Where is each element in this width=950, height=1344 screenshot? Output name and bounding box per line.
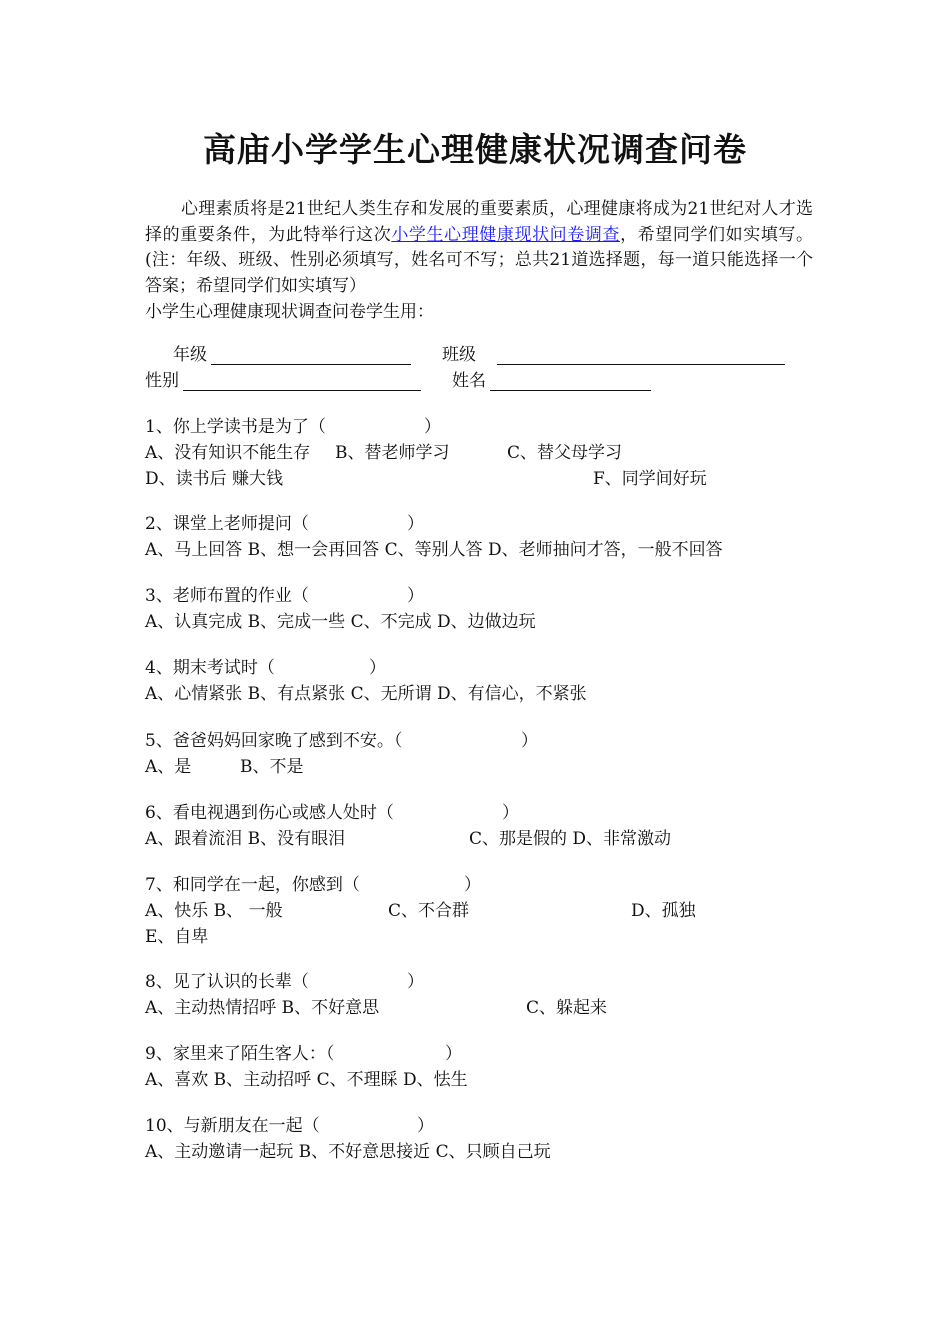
- options-text[interactable]: A、主动邀请一起玩 B、不好意思接近 C、只顾自己玩: [145, 1142, 551, 1162]
- question-4: [145, 655, 825, 707]
- options-line: [145, 826, 825, 852]
- options-ab[interactable]: A、主动热情招呼 B、不好意思: [145, 998, 380, 1018]
- survey-subtitle: 小学生心理健康现状调查问卷学生用：: [145, 302, 434, 322]
- option-f[interactable]: F、同学间好玩: [593, 469, 707, 489]
- options-line: [145, 466, 825, 492]
- options-line: [145, 537, 825, 563]
- question-stem: [145, 969, 825, 995]
- question-5: [145, 728, 825, 780]
- field-row-gender-name: [0, 369, 950, 393]
- question-3: [145, 583, 825, 635]
- name-blank[interactable]: [490, 390, 651, 391]
- options-line: [145, 609, 825, 635]
- intro-text-before-link: 心理素质将是21世纪人类生存和发展的重要素质，心理健康将成为21世纪对人才选择的重要条件，为此特举行这次: [145, 199, 813, 245]
- question-text: 9、家里来了陌生客人：（: [145, 1044, 335, 1064]
- option-b[interactable]: B、不是: [240, 757, 304, 777]
- class-blank[interactable]: [497, 364, 785, 365]
- question-stem: [145, 728, 825, 754]
- option-d[interactable]: D、孤独: [631, 901, 696, 921]
- answer-paren-close: ）: [424, 417, 441, 437]
- option-a[interactable]: A、是: [145, 757, 192, 777]
- options-line: [145, 898, 825, 924]
- question-stem: [145, 800, 825, 826]
- options-line: [145, 1139, 825, 1165]
- question-6: [145, 800, 825, 852]
- name-label: 姓名: [452, 371, 486, 391]
- question-7: [145, 872, 825, 950]
- question-text: 10、与新朋友在一起（: [145, 1116, 320, 1136]
- options-text[interactable]: A、认真完成 B、完成一些 C、不完成 D、边做边玩: [145, 612, 536, 632]
- class-label: 班级: [442, 345, 476, 365]
- options-line: [145, 754, 825, 780]
- question-text: 4、期末考试时（: [145, 658, 275, 678]
- answer-paren-close: ）: [464, 875, 481, 895]
- options-cd[interactable]: C、那是假的 D、非常激动: [469, 829, 672, 849]
- options-ab[interactable]: A、快乐 B、 一般: [145, 901, 283, 921]
- options-line: [145, 681, 825, 707]
- question-text: 3、老师布置的作业（: [145, 586, 309, 606]
- question-text: 5、爸爸妈妈回家晚了感到不安。（: [145, 731, 403, 751]
- answer-paren-close: ）: [407, 972, 424, 992]
- options-line: [145, 440, 825, 466]
- grade-label: 年级: [173, 345, 207, 365]
- option-c[interactable]: C、躲起来: [526, 998, 608, 1018]
- question-text: 1、你上学读书是为了（: [145, 417, 326, 437]
- question-1: [145, 414, 825, 492]
- question-text: 6、看电视遇到伤心或感人处时（: [145, 803, 394, 823]
- question-stem: [145, 414, 825, 440]
- answer-paren-close: ）: [502, 803, 519, 823]
- question-10: [145, 1113, 825, 1165]
- answer-paren-close: ）: [369, 658, 386, 678]
- question-text: 8、见了认识的长辈（: [145, 972, 309, 992]
- question-stem: [145, 872, 825, 898]
- question-text: 7、和同学在一起，你感到（: [145, 875, 360, 895]
- question-stem: [145, 655, 825, 681]
- option-d[interactable]: D、读书后 赚大钱: [145, 469, 284, 489]
- answer-paren-close: ）: [407, 586, 424, 606]
- question-2: [145, 511, 825, 563]
- field-row-grade-class: [0, 343, 950, 367]
- intro-paragraph: [145, 197, 813, 299]
- answer-paren-close: ）: [521, 731, 538, 751]
- answer-paren-close: ）: [417, 1116, 434, 1136]
- options-text[interactable]: A、心情紧张 B、有点紧张 C、无所谓 D、有信心，不紧张: [145, 684, 587, 704]
- answer-paren-close: ）: [407, 514, 424, 534]
- options-line: [145, 995, 825, 1021]
- question-stem: [145, 511, 825, 537]
- question-9: [145, 1041, 825, 1093]
- page-title: 高庙小学学生心理健康状况调查问卷: [203, 130, 747, 169]
- question-text: 2、课堂上老师提问（: [145, 514, 309, 534]
- answer-paren-close: ）: [445, 1044, 462, 1064]
- question-stem: [145, 1113, 825, 1139]
- options-line: [145, 1067, 825, 1093]
- option-c[interactable]: C、不合群: [388, 901, 470, 921]
- grade-blank[interactable]: [211, 364, 411, 365]
- gender-blank[interactable]: [183, 390, 421, 391]
- option-b[interactable]: B、替老师学习: [335, 443, 450, 463]
- option-c[interactable]: C、替父母学习: [507, 443, 623, 463]
- option-e[interactable]: E、自卑: [145, 927, 209, 947]
- option-a[interactable]: A、没有知识不能生存: [145, 443, 311, 463]
- options-ab[interactable]: A、跟着流泪 B、没有眼泪: [145, 829, 346, 849]
- options-text[interactable]: A、喜欢 B、主动招呼 C、不理睬 D、怯生: [145, 1070, 468, 1090]
- options-text[interactable]: A、马上回答 B、想一会再回答 C、等别人答 D、老师抽问才答，一般不回答: [145, 540, 723, 560]
- question-8: [145, 969, 825, 1021]
- gender-label: 性别: [145, 371, 179, 391]
- question-stem: [145, 1041, 825, 1067]
- survey-link[interactable]: 小学生心理健康现状问卷调查: [391, 224, 621, 245]
- options-line: [145, 924, 825, 950]
- intro-text-after-link: ，希望同学们如实填写。(注：年级、班级、性别必须填写，姓名可不写；总共21道选择题，每一道只能选择一个答案；希望同学们如实填写）: [145, 224, 814, 296]
- question-stem: [145, 583, 825, 609]
